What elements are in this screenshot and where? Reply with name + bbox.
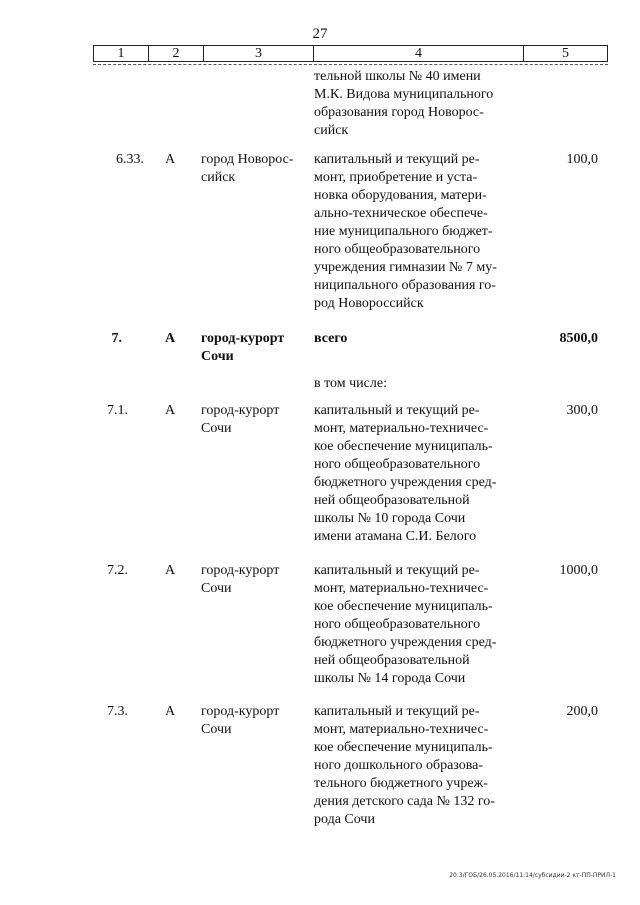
municipality-line: город-курорт	[201, 403, 280, 418]
row-number: 7.	[111, 331, 122, 346]
row-description	[314, 330, 514, 348]
row-number: 7.2.	[107, 563, 128, 578]
municipality-line: город-курорт	[201, 563, 280, 578]
row-amount: 100,0	[566, 152, 598, 167]
header-rule	[93, 64, 608, 65]
description-line: род Новороссийск	[314, 296, 424, 311]
row-description	[314, 151, 514, 313]
header-col-5: 5	[562, 46, 569, 61]
description-line: ного общеобразовательного	[314, 457, 481, 472]
municipality-line: Сочи	[201, 722, 232, 737]
municipality-line: сийск	[201, 170, 236, 185]
description-line: капитальный и текущий ре-	[314, 152, 480, 167]
row-municipality	[201, 330, 301, 366]
description-line: школы № 10 города Сочи	[314, 511, 466, 526]
row-amount: 1000,0	[559, 563, 598, 578]
table-header-row	[93, 45, 608, 62]
row-amount: 8500,0	[559, 331, 598, 346]
description-line: ниципального образования го-	[314, 278, 496, 293]
municipality-line: город-курорт	[201, 331, 285, 346]
description-line: кое обеспечение муниципаль-	[314, 599, 493, 614]
description-line: ние муниципального бюджет-	[314, 224, 493, 239]
description-line: монт, приобретение и уста-	[314, 170, 478, 185]
description-line: ально-техническое обеспече-	[314, 206, 488, 221]
subtotal-note: в том числе:	[314, 376, 387, 391]
description-line: монт, материально-техничес-	[314, 581, 489, 596]
description-line: имени атамана С.И. Белого	[314, 529, 477, 544]
header-col-1: 1	[94, 46, 149, 61]
municipality-line: Сочи	[201, 581, 232, 596]
description-line: рода Сочи	[314, 812, 375, 827]
description-line: всего	[314, 331, 348, 346]
municipality-line: город Новорос-	[201, 152, 294, 167]
continuation-line: тельной школы № 40 имени	[314, 69, 481, 84]
municipality-line: Сочи	[201, 349, 234, 364]
continuation-line: сийск	[314, 123, 349, 138]
description-line: дения детского сада № 132 го-	[314, 794, 495, 809]
description-line: капитальный и текущий ре-	[314, 704, 480, 719]
description-line: тельного бюджетного учреж-	[314, 776, 488, 791]
header-col-3: 3	[204, 46, 314, 61]
continuation-line: М.К. Видова муниципального	[314, 87, 494, 102]
row-number: 7.1.	[107, 403, 128, 418]
municipality-line: город-курорт	[201, 704, 280, 719]
row-municipality	[201, 151, 301, 187]
row-category: А	[165, 331, 176, 346]
row-description	[314, 562, 514, 688]
description-line: ного общеобразовательного	[314, 242, 481, 257]
description-line: учреждения гимназии № 7 му-	[314, 260, 497, 275]
page-number: 27	[312, 26, 328, 42]
row-category: А	[165, 403, 176, 418]
row-description	[314, 703, 514, 829]
header-col-4: 4	[314, 46, 524, 61]
row-category: А	[165, 563, 176, 578]
description-line: бюджетного учреждения сред-	[314, 475, 497, 490]
row-amount: 300,0	[566, 403, 598, 418]
description-line: кое обеспечение муниципаль-	[314, 740, 493, 755]
row-amount: 200,0	[566, 704, 598, 719]
row-municipality	[201, 402, 301, 438]
description-line: ней общеобразовательной	[314, 493, 470, 508]
description-line: кое обеспечение муниципаль-	[314, 439, 493, 454]
municipality-line: Сочи	[201, 421, 232, 436]
row-category: А	[165, 152, 176, 167]
description-line: монт, материально-техничес-	[314, 722, 489, 737]
description-line: новка оборудования, матери-	[314, 188, 487, 203]
row-description	[314, 402, 514, 546]
row-municipality	[201, 703, 301, 739]
description-line: ного дошкольного образова-	[314, 758, 484, 773]
header-col-2: 2	[149, 46, 204, 61]
row-number: 6.33.	[116, 152, 144, 167]
continuation-description	[314, 68, 514, 140]
description-line: капитальный и текущий ре-	[314, 563, 480, 578]
document-footer: 20.3/ГОБ/26.05.2016/11:14/субсидии-2 кт-ПП-ПРИЛ-1	[449, 872, 616, 879]
row-category: А	[165, 704, 176, 719]
description-line: капитальный и текущий ре-	[314, 403, 480, 418]
description-line: ней общеобразовательной	[314, 653, 470, 668]
description-line: бюджетного учреждения сред-	[314, 635, 497, 650]
row-municipality	[201, 562, 301, 598]
description-line: монт, материально-техничес-	[314, 421, 489, 436]
description-line: школы № 14 города Сочи	[314, 671, 466, 686]
description-line: ного общеобразовательного	[314, 617, 481, 632]
continuation-line: образования город Новорос-	[314, 105, 484, 120]
row-number: 7.3.	[107, 704, 128, 719]
